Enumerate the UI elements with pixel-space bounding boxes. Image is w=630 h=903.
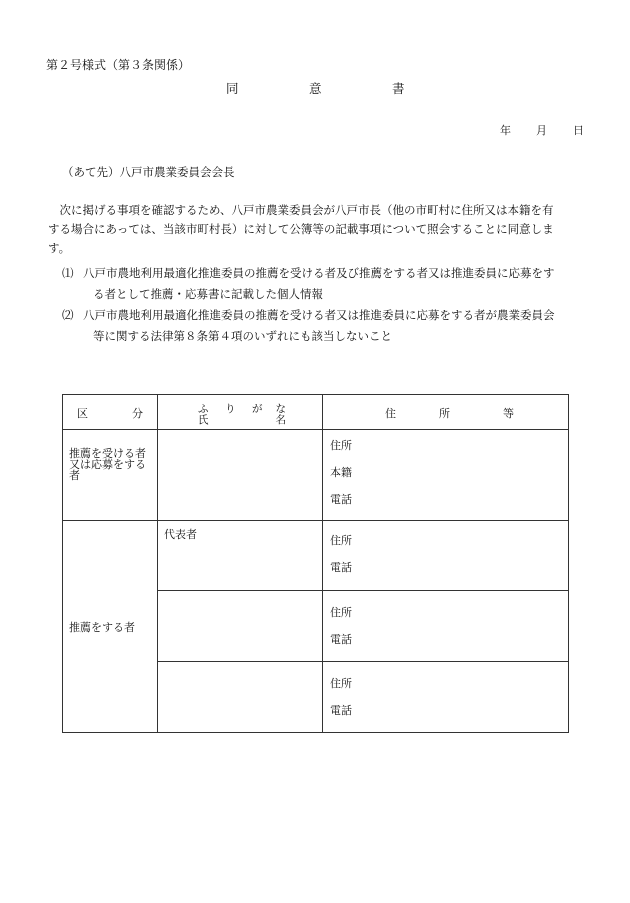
category-recommended: 推薦を受ける者又は応募をする者 — [63, 430, 158, 521]
date-day-label: 日 — [573, 124, 584, 137]
item-line: る者として推薦・応募書に記載した個人情報 — [93, 287, 323, 301]
item-line: 八戸市農地利用最適化推進委員の推薦を受ける者及び推薦をする者又は推進委員に応募をす — [83, 266, 555, 280]
table-header-row — [63, 395, 569, 430]
form-number: 第２号様式（第３条関係） — [46, 58, 191, 72]
table-row — [63, 430, 569, 521]
title-char: 同 — [226, 81, 239, 96]
name-cell[interactable] — [158, 430, 323, 521]
title-char: 書 — [392, 81, 405, 96]
item-line: 等に関する法律第８条第４項のいずれにも該当しないこと — [93, 329, 392, 343]
item-number: ⑴ — [62, 266, 74, 280]
field-label: 電話 — [330, 493, 352, 506]
date-year-label: 年 — [500, 124, 511, 137]
addressee: （あて先）八戸市農業委員会会長 — [62, 165, 235, 179]
table-row — [63, 521, 569, 591]
name-cell[interactable] — [158, 662, 323, 733]
field-label: 住所 — [330, 534, 352, 547]
document-title — [226, 79, 406, 95]
header-category: 区 分 — [63, 395, 158, 430]
item-number: ⑵ — [62, 308, 74, 322]
date-month-label: 月 — [536, 124, 547, 137]
date-line — [500, 122, 586, 136]
name-cell[interactable] — [158, 591, 323, 662]
header-address: 住 所 等 — [323, 395, 569, 430]
representative-label: 代表者 — [164, 528, 197, 541]
address-cell[interactable] — [323, 521, 569, 591]
field-label: 本籍 — [330, 466, 352, 479]
header-name: ふ り が な 氏 名 — [158, 395, 323, 430]
address-cell[interactable] — [323, 430, 569, 521]
field-label: 電話 — [330, 633, 352, 646]
field-label: 住所 — [330, 677, 352, 690]
field-label: 電話 — [330, 704, 352, 717]
body-line: する場合にあっては、当該市町村長）に対して公簿等の記載事項について照会することに同意しま — [48, 222, 554, 236]
title-char: 意 — [309, 81, 322, 96]
category-recommender: 推薦をする者 — [63, 521, 158, 733]
field-label: 住所 — [330, 606, 352, 619]
item-line: 八戸市農地利用最適化推進委員の推薦を受ける者又は推進委員に応募をする者が農業委員会 — [83, 308, 555, 322]
field-label: 住所 — [330, 439, 352, 452]
address-cell[interactable] — [323, 662, 569, 733]
address-cell[interactable] — [323, 591, 569, 662]
body-line: す。 — [48, 241, 71, 255]
name-cell[interactable] — [158, 521, 323, 591]
body-line: 次に掲げる事項を確認するため、八戸市農業委員会が八戸市長（他の市町村に住所又は本籍を有 — [48, 203, 554, 217]
consent-table — [62, 394, 569, 733]
field-label: 電話 — [330, 561, 352, 574]
